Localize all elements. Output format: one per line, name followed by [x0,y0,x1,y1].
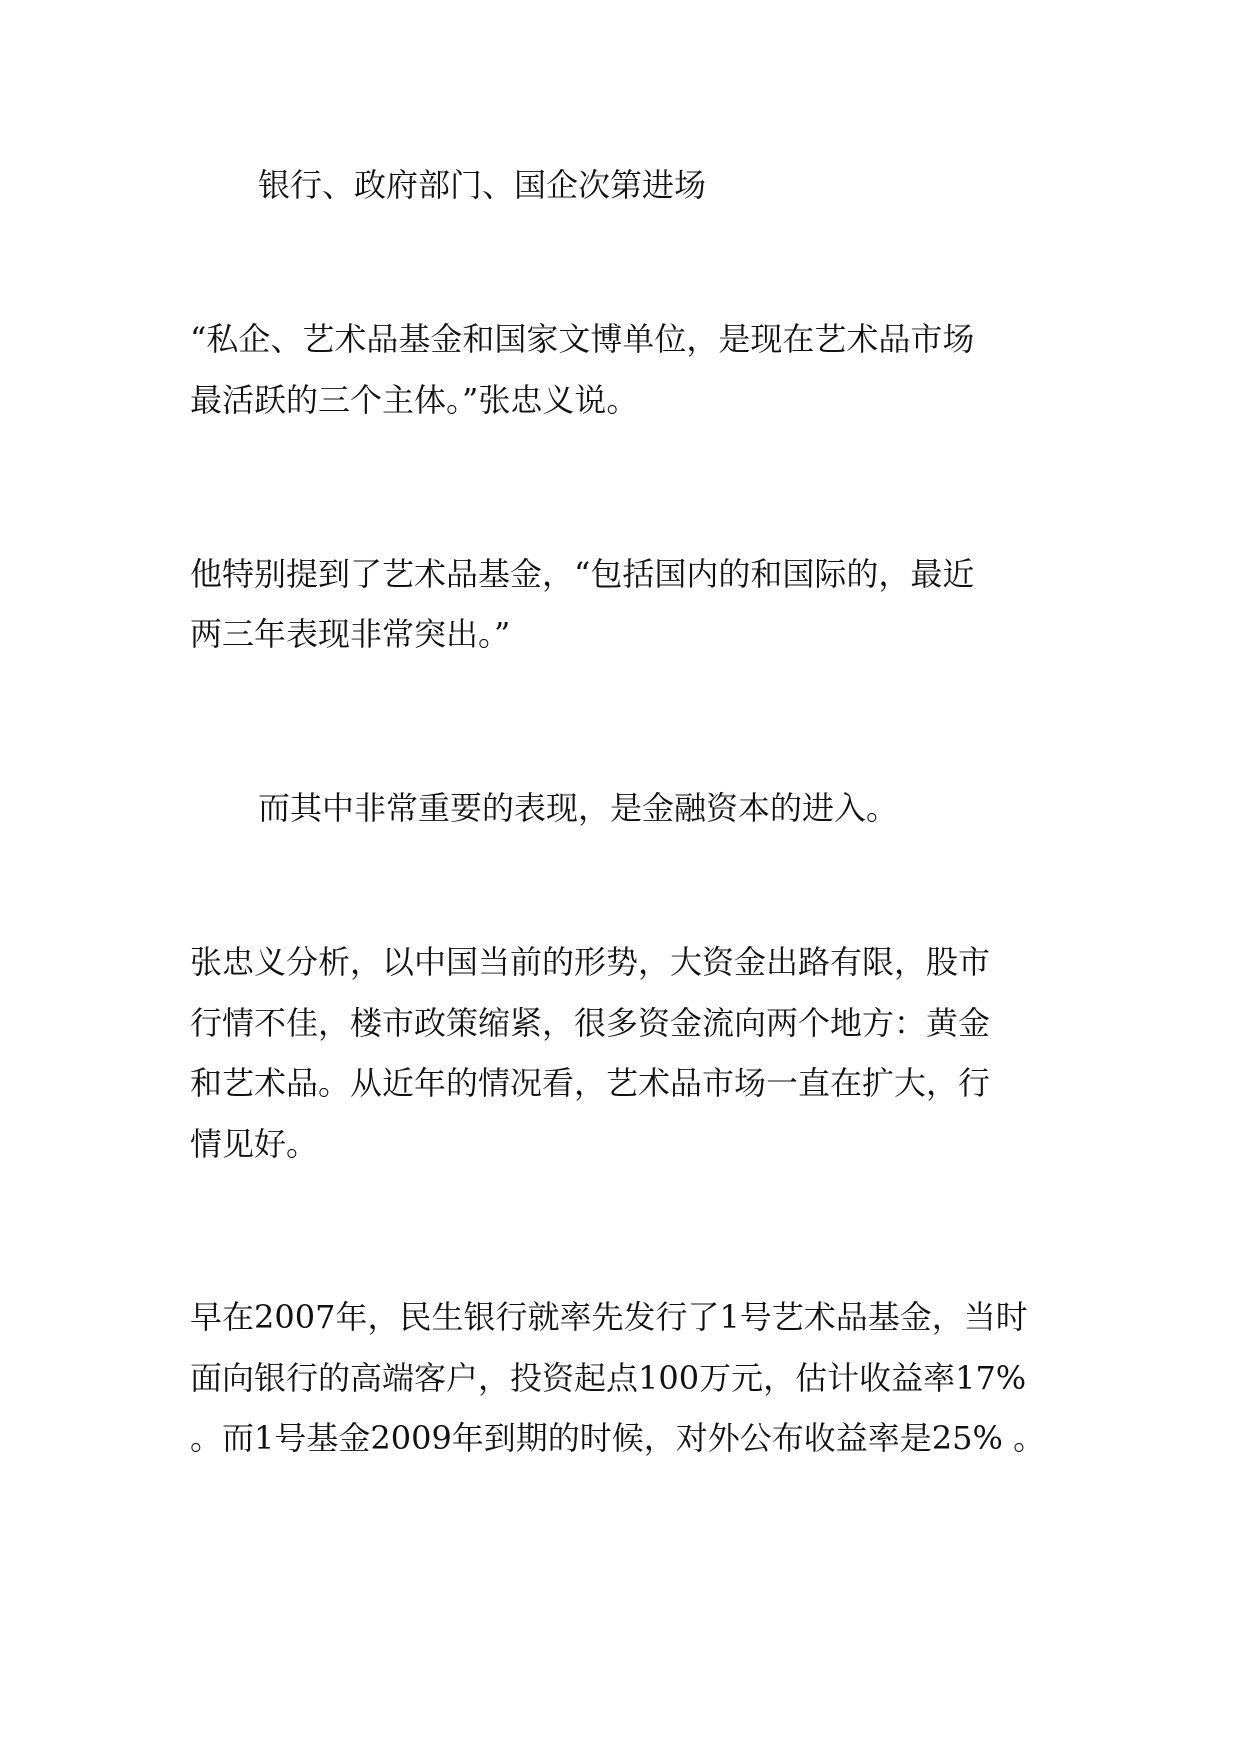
paragraph-2-line-1: 他特别提到了艺术品基金，“包括国内的和国际的，最近 [190,555,975,593]
paragraph-1-line-1: “私企、艺术品基金和国家文博单位，是现在艺术品市场 [190,320,975,358]
paragraph-4-line-4: 情见好。 [190,1125,319,1163]
paragraph-4-line-3: 和艺术品。从近年的情况看，艺术品市场一直在扩大，行 [190,1064,991,1102]
section-heading: 银行、政府部门、国企次第进场 [258,166,707,204]
paragraph-5-line-1: 早在2007年，民生银行就率先发行了1号艺术品基金，当时 [190,1298,1028,1336]
paragraph-1-line-2: 最活跃的三个主体。”张忠义说。 [190,381,639,419]
paragraph-5-line-2: 面向银行的高端客户，投资起点100万元，估计收益率17% [190,1359,1027,1397]
paragraph-3-line-1: 而其中非常重要的表现，是金融资本的进入。 [258,789,899,827]
paragraph-4-line-1: 张忠义分析，以中国当前的形势，大资金出路有限，股市 [190,943,991,981]
paragraph-4-line-2: 行情不佳，楼市政策缩紧，很多资金流向两个地方：黄金 [190,1004,991,1042]
paragraph-5-line-3: 。而1号基金2009年到期的时候，对外公布收益率是25% 。 [190,1419,1046,1457]
paragraph-2-line-2: 两三年表现非常突出。” [190,615,511,653]
